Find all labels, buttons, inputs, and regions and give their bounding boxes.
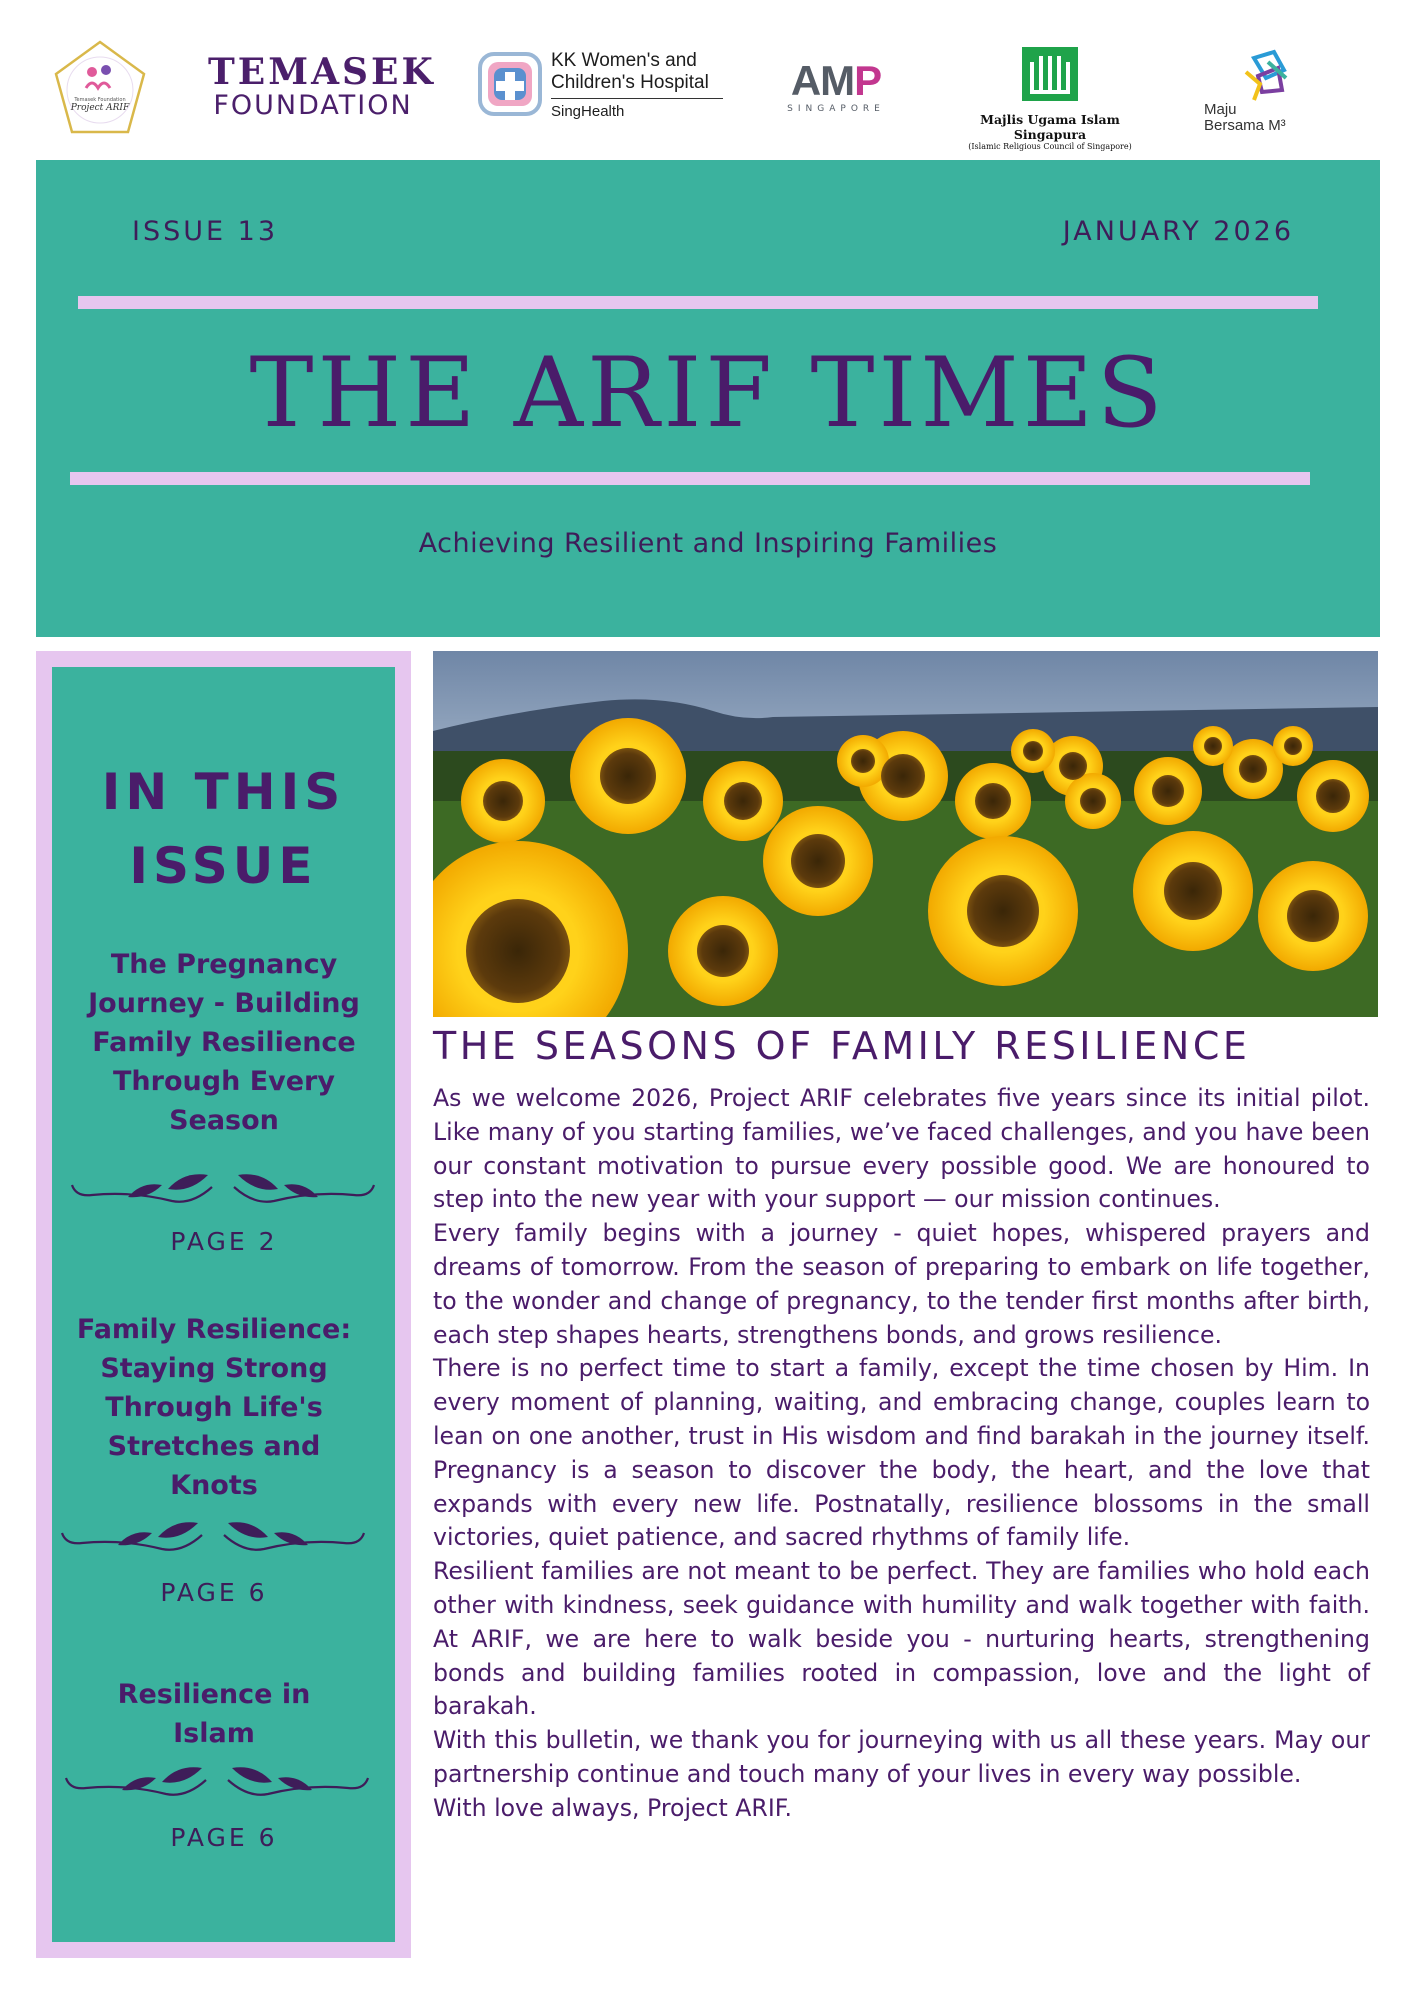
flourish-divider-icon: [62, 1760, 372, 1800]
article-body: [433, 1082, 1370, 1826]
toc-item-page: PAGE 2: [170, 1227, 278, 1256]
article-signoff: With love always, Project ARIF.: [433, 1793, 793, 1822]
sidebar-heading-line1: IN THIS: [101, 763, 346, 821]
flourish-divider-icon: [58, 1515, 368, 1555]
issue-date: JANUARY 2026: [1062, 216, 1294, 247]
maju-bersama-m3-logo: [1196, 48, 1316, 143]
article-paragraph: With this bulletin, we thank you for journeying with us all these years. May our partnership continue and touch many of your lives in every way possible.: [433, 1726, 1370, 1788]
toc-item-title[interactable]: The Pregnancy Journey - Building Family Resilience Through Every Season: [88, 949, 360, 1136]
sidebar-heading: [52, 755, 395, 903]
muis-sub: (Islamic Religious Council of Singapore): [968, 142, 1132, 151]
partner-logos-row: [0, 0, 1414, 150]
arif-logo-line1: Temasek Foundation: [74, 97, 126, 103]
amp-mark-b: P: [854, 57, 882, 104]
kkh-line3: SingHealth: [551, 103, 625, 120]
flourish-divider-icon: [68, 1167, 378, 1207]
arif-logo-line2: Project ARIF: [70, 103, 130, 113]
article-paragraph: As we welcome 2026, Project ARIF celebrates five years since its initial pilot. Like many of you starting families, we’ve faced challenges, and you have been our constant motivation to pursue every possible good. We are honoured to step into the new year with your support — our mission continues.: [433, 1084, 1370, 1214]
amp-sub: SINGAPORE: [787, 104, 885, 114]
sidebar-heading-line2: ISSUE: [129, 837, 318, 895]
article-title: THE SEASONS OF FAMILY RESILIENCE: [433, 1024, 1251, 1068]
masthead-rule-bottom: [70, 472, 1310, 485]
temasek-foundation-logo: [208, 51, 436, 121]
article-paragraph: Resilient families are not meant to be perfect. They are families who hold each other with kindness, seek guidance with humility and walk together with faith. At ARIF, we are here to walk beside you - nurturing hearts, strengthening bonds and building families rooted in compassion, love and the light of barakah.: [433, 1557, 1370, 1721]
article-paragraph: Every family begins with a journey - quiet hopes, whispered prayers and dreams of tomorrow. From the season of preparing to embark on life together, to the wonder and change of pregnancy, to the tender first months after birth, each step shapes hearts, strengthens bonds, and grows resilience.: [433, 1219, 1370, 1349]
muis-name: Majlis Ugama Islam Singapura: [980, 112, 1120, 142]
masthead-rule-top: [78, 296, 1318, 309]
temasek-line2: FOUNDATION: [213, 90, 413, 121]
project-arif-logo: [50, 38, 150, 138]
temasek-line1: TEMASEK: [208, 51, 436, 93]
sunflower-field-photo: [433, 651, 1378, 1017]
amp-singapore-logo: [778, 57, 894, 114]
toc-item-title[interactable]: Resilience in Islam: [117, 1679, 311, 1749]
in-this-issue-sidebar: [36, 651, 411, 1958]
toc-item-page: PAGE 6: [160, 1578, 268, 1607]
kkh-logo: [478, 48, 723, 128]
article-paragraph: There is no perfect time to start a family, except the time chosen by Him. In every moment of planning, waiting, and embracing change, couples learn to lean on one another, trust in His wisdom and find barakah in the journey itself. Pregnancy is a season to discover the body, the heart, and the love that expands with every new life. Postnatally, resilience blossoms in the small victories, quiet patience, and sacred rhythms of family life.: [433, 1354, 1370, 1552]
kkh-line2: Children's Hospital: [551, 72, 709, 93]
m3-line1: Maju: [1204, 101, 1237, 118]
toc-item-title[interactable]: Family Resilience: Staying Strong Through Life's Stretches and Knots: [76, 1314, 352, 1501]
issue-number: ISSUE 13: [132, 216, 279, 247]
newsletter-tagline: Achieving Resilient and Inspiring Families: [418, 528, 998, 559]
m3-line2: Bersama M³: [1204, 117, 1286, 134]
sidebar-panel: [52, 667, 395, 1942]
muis-logo: [950, 46, 1150, 151]
kkh-line1: KK Women's and: [551, 50, 697, 71]
amp-mark-a: AM: [790, 57, 855, 104]
newsletter-title: THE ARIF TIMES: [249, 337, 1167, 449]
toc-item-page: PAGE 6: [170, 1823, 278, 1852]
masthead: [36, 160, 1380, 637]
